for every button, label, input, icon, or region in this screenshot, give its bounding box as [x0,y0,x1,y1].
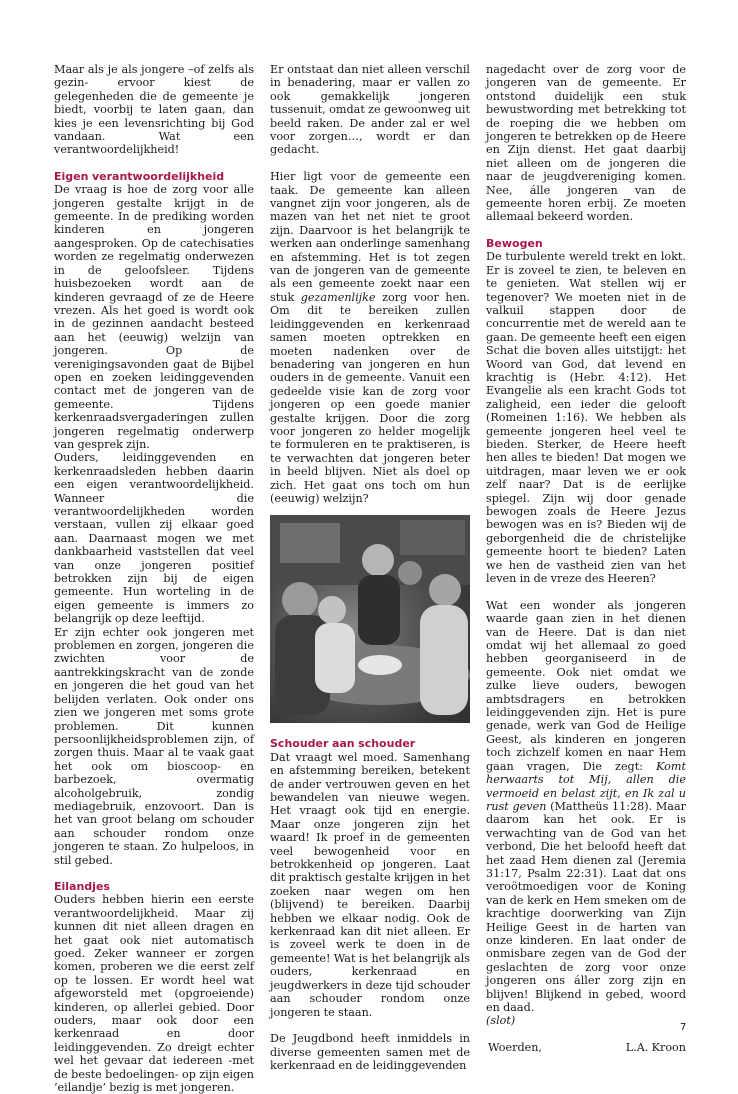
column-3 [486,63,686,1055]
paragraph: Dat vraagt wel moed. Samenhang en afstemming bereiken, betekent de ander vertrouwen geven en het bewandelen van nieuwe wegen. Het vraagt ook tijd en energie. Maar onze jongeren zijn het waard! Ik proef in de gemeenten veel bewogenheid voor en betrokkenheid op jongeren. Laat dit praktisch gestalte krijgen in het zoeken naar wegen om hen (blijvend) te bereiken. Daarbij hebben we elkaar nodig. Ook de kerkenraad kan dit niet alleen. Er is zoveel werk te doen in de gemeente! Wat is het belangrijk als ouders, kerkenraad en jeugdwerkers in deze tijd schouder aan schouder rondom onze jongeren te staan. [270,750,470,1019]
column-1 [54,63,254,1094]
column-2 [270,63,470,1073]
group-photo [270,515,470,723]
paragraph: Ouders, leidinggevenden en kerkenraadsleden hebben daarin een eigen verantwoordelijkheid. Wanneer die verantwoordelijkheden worden verstaan, vullen zij elkaar goed aan. Daarnaast mogen we met dankbaarheid vaststellen dat veel van onze jongeren positief betrokken zijn bij de eigen gemeente. Hun worteling in de eigen gemeente is immers zo belangrijk op deze leeftijd. [54,451,254,626]
paragraph: Er zijn echter ook jongeren met problemen en zorgen, jongeren die zwichten voor de aantrekkingskracht van de zonde en jongeren die het goud van het belijden verlaten. Ook onder ons zien we jongeren met soms grote problemen. Dit kunnen persoonlijkheidsproblemen zijn, of zorgen thuis. Maar al te vaak gaat het ook om bioscoop- en barbezoek, overmatig alcoholgebruik, zondig mediagebruik, enzovoort. Dan is het van groot belang om schouder aan schouder rondom onze jongeren te staan. Zo hulpeloos, in stil gebed. [54,625,254,867]
paragraph: De Jeugdbond heeft inmiddels in diverse gemeenten samen met de kerkenraad en de leidinggevenden [270,1032,470,1073]
paragraph: De vraag is hoe de zorg voor alle jongeren gestalte krijgt in de gemeente. In de prediking worden kinderen en jongeren aangesproken. Op de catechisaties worden ze regelmatig onderwezen in de geloofsleer. Tijdens huisbezoeken wordt aan de kinderen gevraagd of ze de Heere vrezen. Als het goed is wordt ook in de gezinnen aandacht besteed aan het (eeuwig) welzijn van jongeren. Op de verenigingsavonden gaat de Bijbel open en zoeken leidinggevenden contact met de jongeren van de gemeente. Tijdens kerkenraadsvergaderingen zullen jongeren regelmatig onderwerp van gesprek zijn. [54,183,254,451]
section-heading: Bewogen [486,236,543,250]
paragraph: nagedacht over de zorg voor de jongeren van de gemeente. Er ontstond duidelijk een stuk bewustwording met betrekking tot de roeping die we hebben om jongeren te betrekken op de Heere en Zijn dienst. Het gaat daarbij niet alleen om de jongeren die naar de jeugdvereniging komen. Nee, álle jongeren van de gemeente horen erbij. Ze moeten allemaal bekeerd worden. [486,63,686,224]
signature-line [486,1041,686,1054]
paragraph: Ouders hebben hierin een eerste verantwoordelijkheid. Maar zij kunnen dit niet alleen dragen en het gaat ook niet automatisch goed. Zeker wanneer er zorgen komen, proberen we die eerst zelf op te lossen. Er wordt heel wat afgeworsteld met (opgroeiende) kinderen, op allerlei gebied. Door ouders, maar ook door een kerkenraad en door leidinggevenden. Zo dreigt echter wel het gevaar dat iedereen -met de beste bedoelingen- op zijn eigen ‘eilandje’ bezig is met jongeren. [54,893,254,1094]
section-heading: Eigen verantwoordelijkheid [54,169,225,183]
page-number: 7 [680,1022,687,1033]
paragraph: Wat een wonder als jongeren waarde gaan zien in het dienen van de Heere. Dat is dan niet omdat wij het allemaal zo goed hebben georganiseerd in de gemeente. Ook niet omdat we zulke lieve ouders, bewogen ambtsdragers en betrokken leidinggevenden zijn. Het is pure genade, werk van God de Heilige Geest, als kinderen en jongeren toch zichzelf komen en naar Hem gaan vragen, Die zegt: Komt herwaarts tot Mij, allen die vermoeid en belast zijt, en Ik zal u rust geven (Mattheüs 11:28). Maar daarom kan het ook. Er is verwachting van de God van het verbond, Die het beloofd heeft dat het zaad Hem dienen zal (Jeremia 31:17, Psalm 22:31). Laat dat ons veroötmoedigen voor de Koning van de kerk en Hem smeken om de krachtige doorwerking van Zijn Heilige Geest in de harten van onze kinderen. En laat onder de onmisbare zegen van de God der geslachten de zorg voor onze jongeren ons áller zorg zijn en blijven! Blijkend in gebed, woord en daad. [486,598,686,1015]
paragraph: De turbulente wereld trekt en lokt. Er is zoveel te zien, te beleven en te genieten. Wat stellen wij er tegenover? We moeten niet in de valkuil stappen door de concurrentie met de wereld aan te gaan. De gemeente heeft een eigen Schat die boven alles uitstijgt: het Woord van God, dat levend en krachtig is (Hebr. 4:12). Het Evangelie als een kracht Gods tot zaligheid, een ieder die gelooft (Romeinen 1:16). We hebben als gemeente jongeren heel veel te bieden. Sterker, de Heere heeft hen alles te bieden! Dat mogen we uitdragen, maar leven we er ook zelf naar? Dat is de eerlijke spiegel. Zijn wij door genade bewogen zoals de Heere Jezus bewogen was en is? Bieden wij de geborgenheid die de christelijke gemeente hoort te bieden? Laten we hen de vastheid zien van het leven in de vreze des Heeren? [486,250,686,586]
photo-illustration [270,515,470,723]
signature-author: L.A. Kroon [625,1041,686,1055]
paragraph: Maar als je als jongere –of zelfs als gezin- ervoor kiest de gelegenheden die de gemeente je biedt, voorbij te laten gaan, dan kies je een levensrichting bij God vandaan. Wat een verantwoordelijkheid! [54,63,254,157]
closing-note: (slot) [486,1014,516,1028]
bible-quote: Komt herwaarts tot Mij, allen die vermoeid en belast zijt, en Ik zal u rust geven [486,759,686,813]
section-heading: Schouder aan schouder [270,737,416,751]
paragraph: Hier ligt voor de gemeente een taak. De gemeente kan alleen vangnet zijn voor jongeren, als de mazen van het net niet te groot zijn. Daarvoor is het belangrijk te werken aan onderlinge samenhang en afstemming. Het is tot zegen van de jongeren van de gemeente als een gemeente zoekt naar een stuk gezamenlijke zorg voor hen. Om dit te bereiken zullen leidinggevenden en kerkenraad samen moeten optrekken en moeten nadenken over de benadering van jongeren en hun ouders in de gemeente. Vanuit een gedeelde visie kan de zorg voor jongeren op een goede manier gestalte krijgen. Door die zorg voor jongeren zo helder mogelijk te formuleren en te praktiseren, is te verwachten dat jongeren beter in beeld blijven. Niet als doel op zich. Het gaat ons toch om hun (eeuwig) welzijn? [270,170,470,505]
section-heading: Eilandjes [54,879,110,893]
emphasis: gezamenlijke [300,290,376,304]
paragraph: Er ontstaat dan niet alleen verschil in benadering, maar er vallen zo ook gemakkelijk jongeren tussenuit, omdat ze gewoonweg uit beeld raken. De ander zal er wel voor zorgen…, wordt er dan gedacht. [270,63,470,157]
signature-place: Woerden, [488,1041,542,1055]
